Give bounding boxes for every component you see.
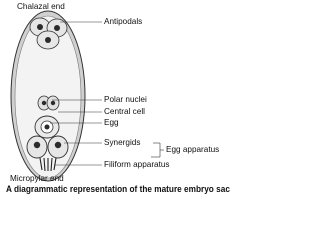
micropylar-end-label: Micropylar end [10,174,64,183]
filiform-apparatus-label: Filiform apparatus [104,160,170,169]
polar-nuclei-label: Polar nuclei [104,95,147,104]
figure-caption: A diagrammatic representation of the mature embryo sac [6,184,230,195]
synergids-label: Synergids [104,138,141,147]
egg-label: Egg [104,118,119,127]
polar-nuclei [38,96,59,110]
egg-apparatus-label: Egg apparatus [166,145,220,154]
central-cell-label: Central cell [104,107,145,116]
egg-cell [35,116,59,138]
chalazal-end-label: Chalazal end [17,2,65,11]
antipodals-label: Antipodals [104,17,143,26]
